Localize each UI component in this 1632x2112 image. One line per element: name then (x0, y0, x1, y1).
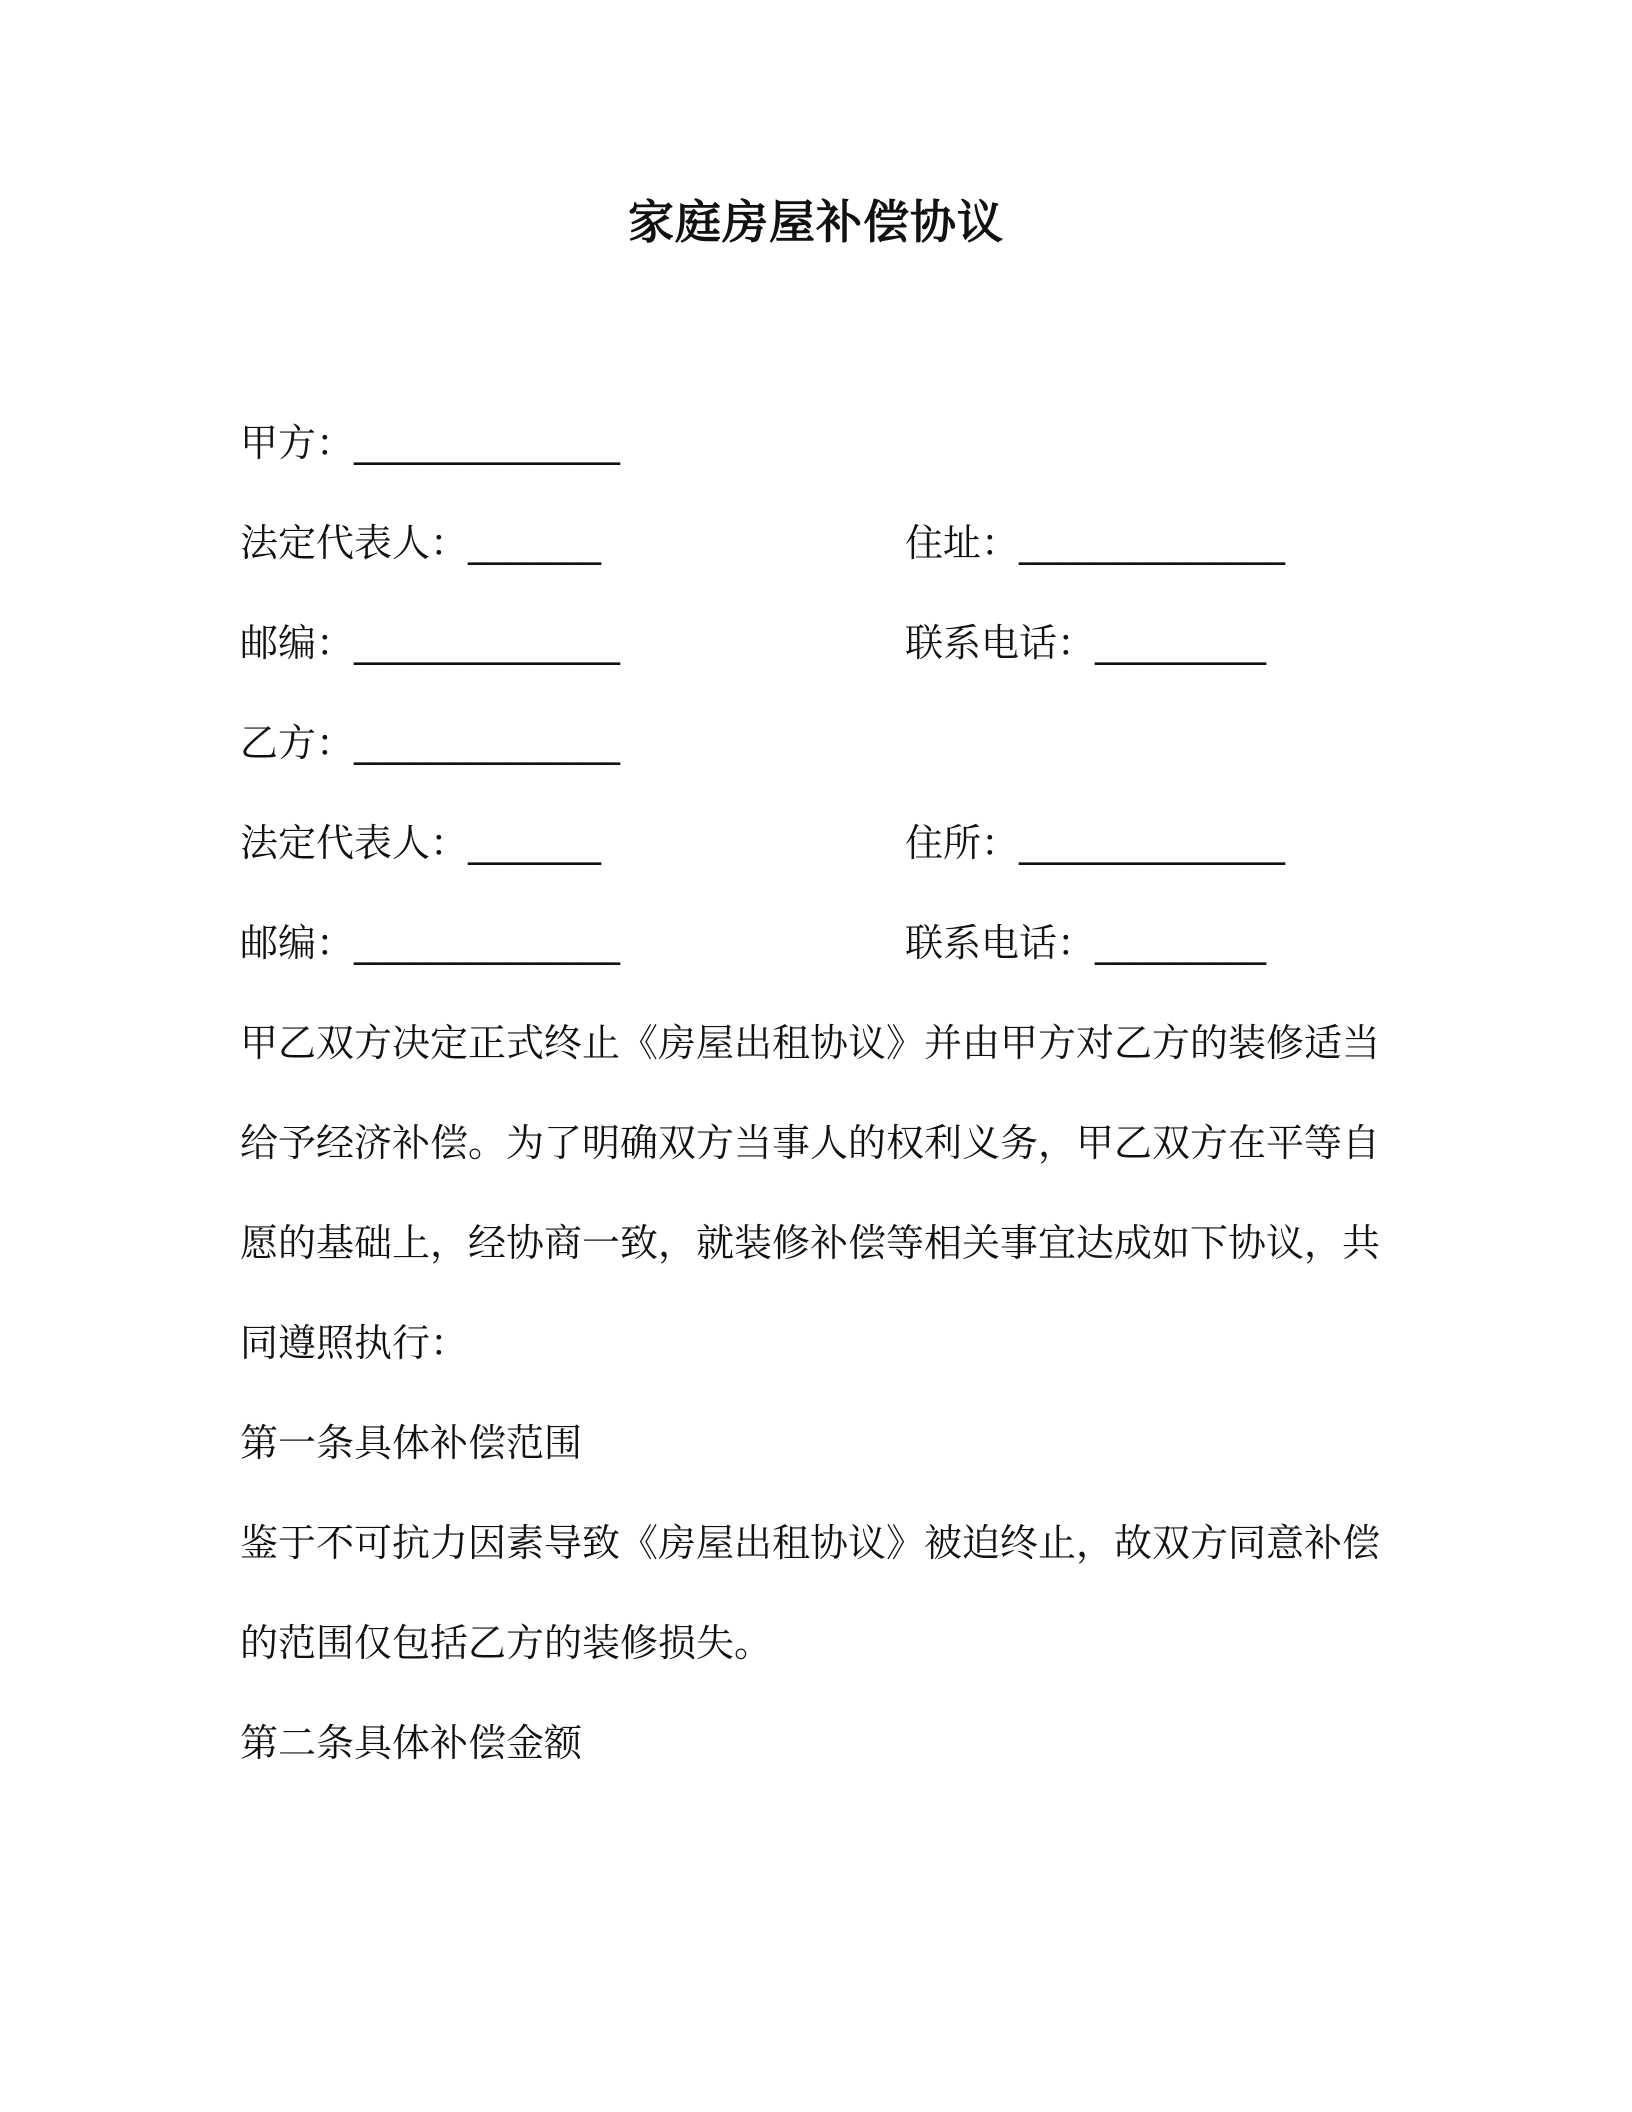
party-a-legal-rep-field: 法定代表人：_______ (240, 521, 602, 565)
party-b-legal-rep-field: 法定代表人：_______ (240, 821, 602, 865)
preamble-line: 给予经济补偿。为了明确双方当事人的权利义务，甲乙双方在平等自 (240, 1121, 1381, 1165)
preamble-line: 愿的基础上，经协商一致，就装修补偿等相关事宜达成如下协议，共 (240, 1221, 1381, 1265)
document-title: 家庭房屋补偿协议 (628, 195, 1004, 249)
preamble-line: 甲乙双方决定正式终止《房屋出租协议》并由甲方对乙方的装修适当 (240, 1021, 1381, 1065)
party-a-phone-field: 联系电话：_________ (905, 621, 1267, 665)
party-a-field: 甲方：______________ (240, 421, 621, 465)
party-b-field: 乙方：______________ (240, 721, 621, 765)
party-a-address-field: 住址：______________ (905, 521, 1286, 565)
article-1-line: 的范围仅包括乙方的装修损失。 (240, 1621, 773, 1665)
party-b-address-field: 住所：______________ (905, 821, 1286, 865)
party-b-phone-field: 联系电话：_________ (905, 921, 1267, 965)
article-2-heading: 第二条具体补偿金额 (240, 1721, 583, 1765)
party-a-postcode-field: 邮编：______________ (240, 621, 621, 665)
party-b-postcode-field: 邮编：______________ (240, 921, 621, 965)
article-1-heading: 第一条具体补偿范围 (240, 1421, 583, 1465)
preamble-line: 同遵照执行： (240, 1321, 469, 1365)
article-1-line: 鉴于不可抗力因素导致《房屋出租协议》被迫终止，故双方同意补偿 (240, 1521, 1381, 1565)
